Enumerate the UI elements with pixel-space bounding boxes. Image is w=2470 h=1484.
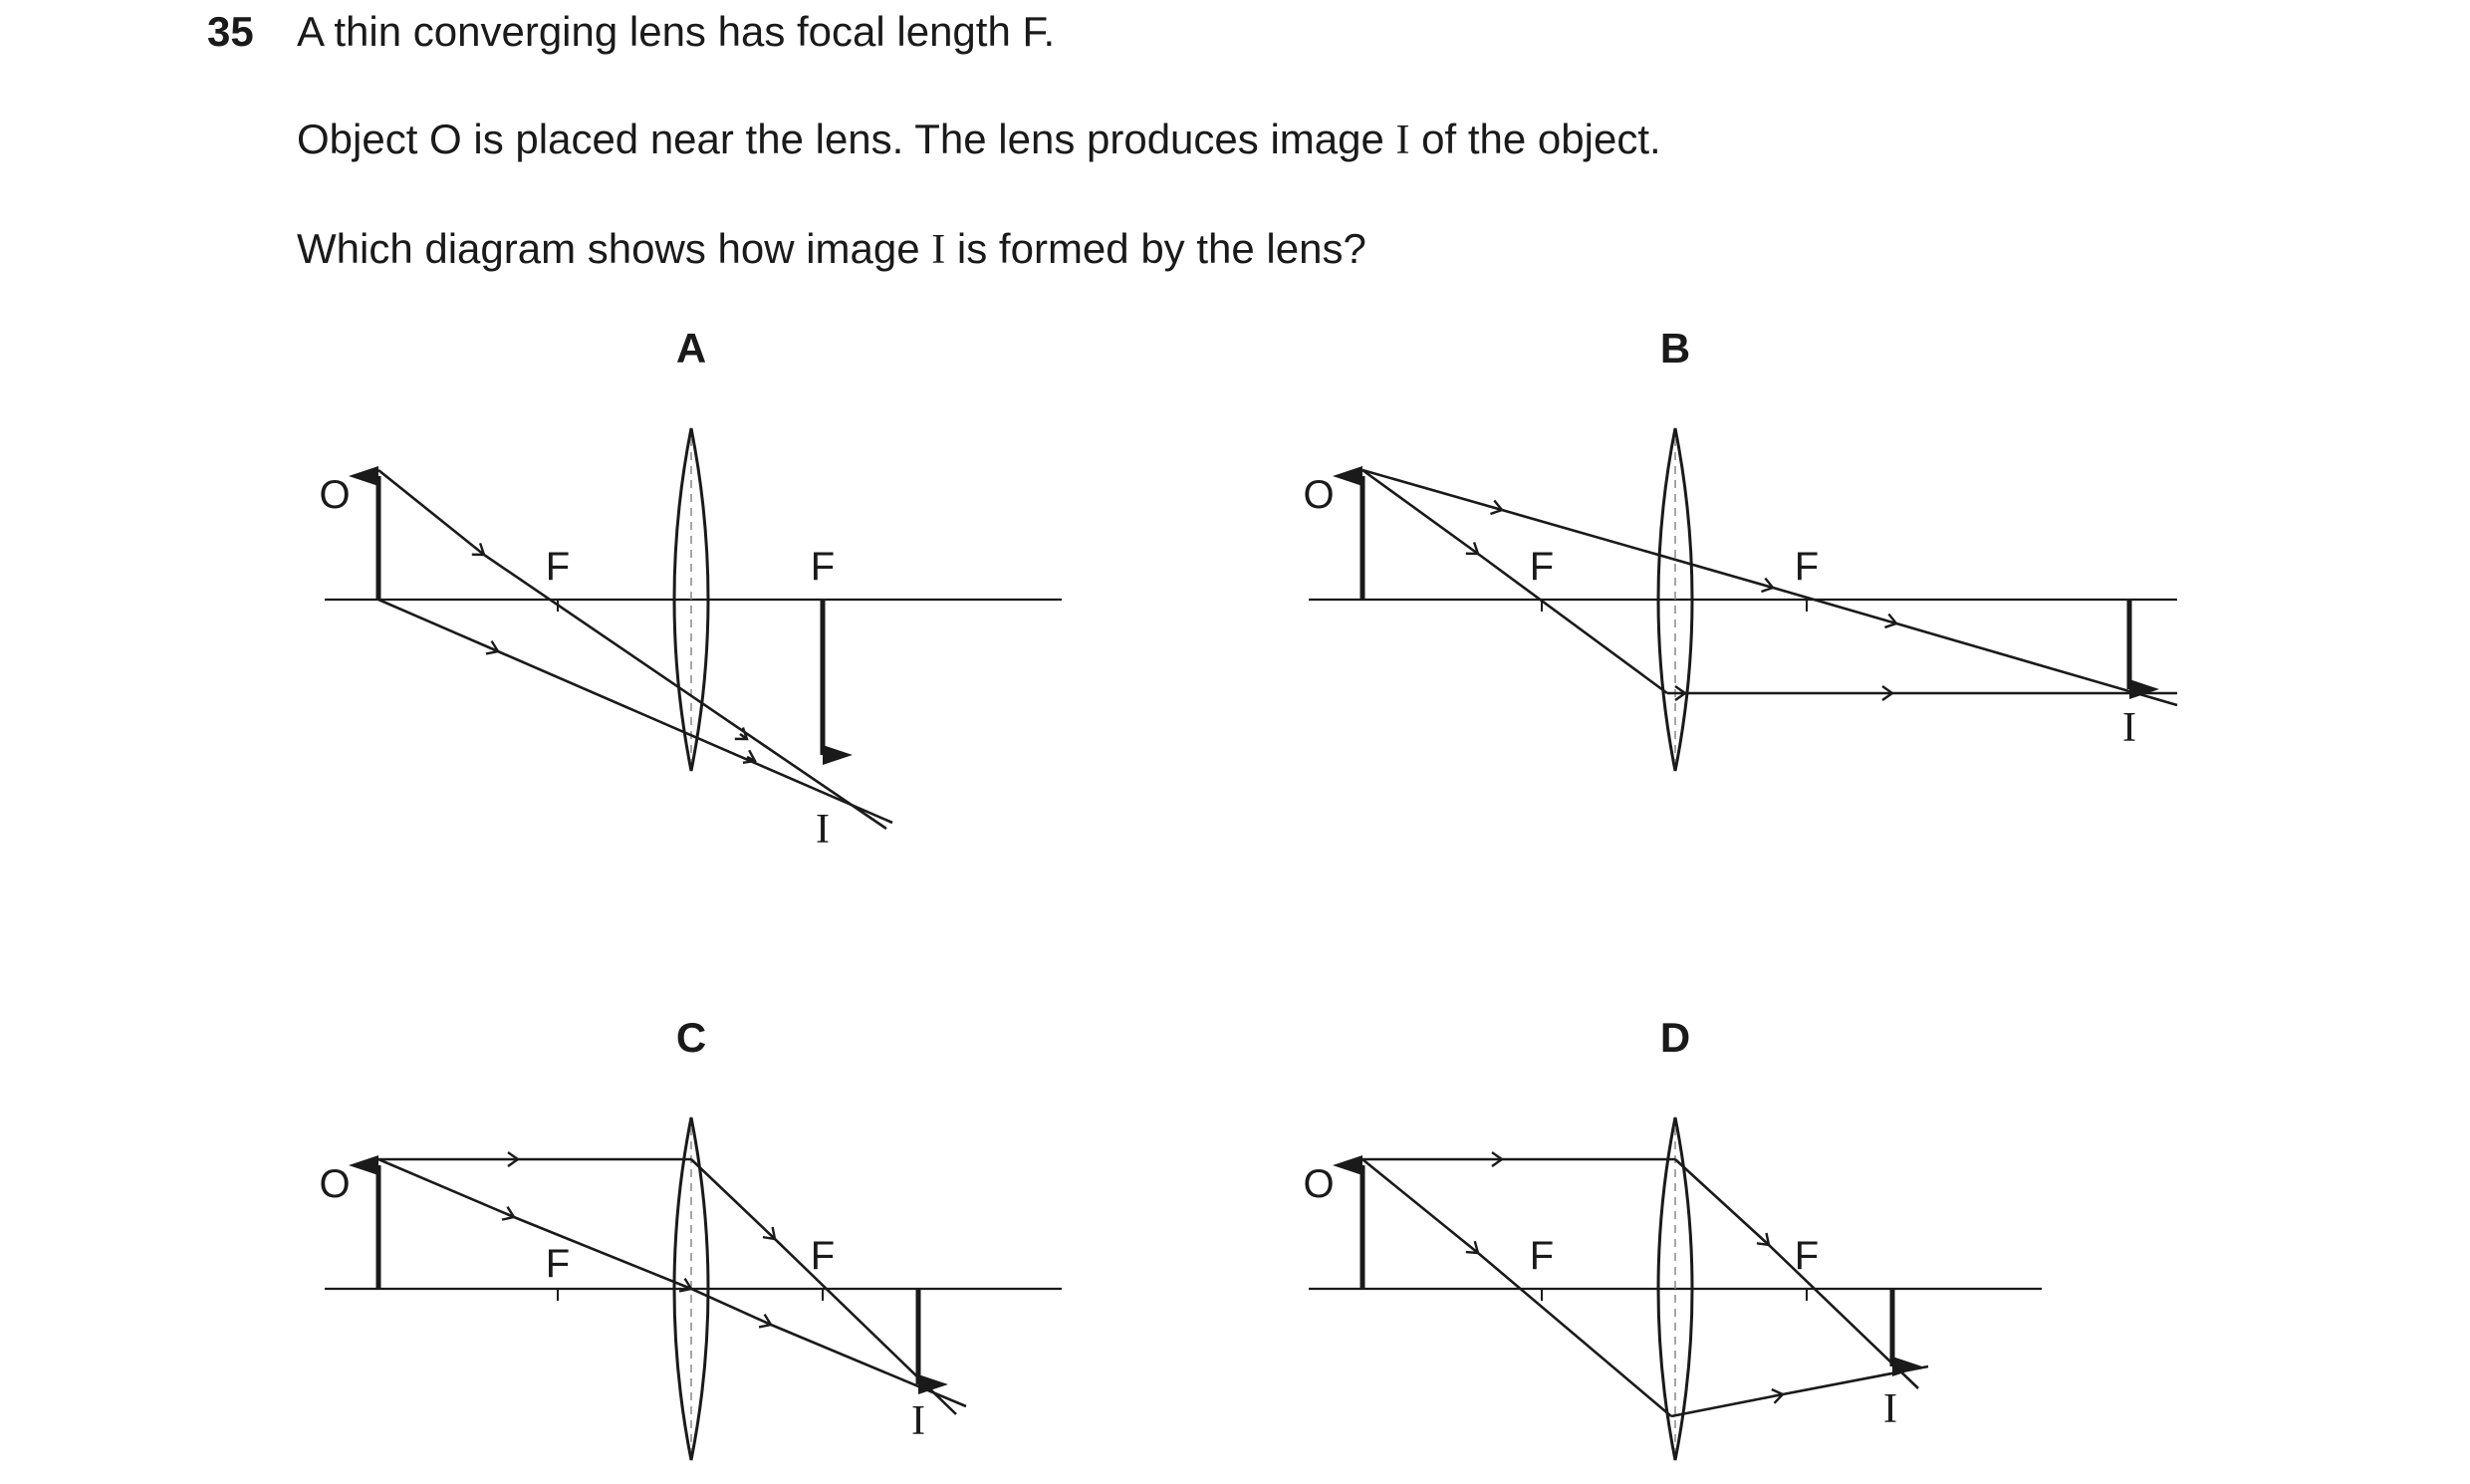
diagram-a[interactable]: [319, 428, 1062, 853]
diagram-d[interactable]: [1303, 1117, 2042, 1460]
focus-label-left: F: [545, 545, 571, 589]
ray-1-refracted: [691, 1159, 956, 1414]
diagram-c[interactable]: [319, 1117, 1062, 1460]
focus-label-right: F: [810, 1234, 836, 1278]
focus-label-left: F: [1529, 1234, 1555, 1278]
focus-label-right: F: [1794, 1234, 1820, 1278]
focus-label-left: F: [545, 1242, 571, 1286]
option-label-d[interactable]: D: [1659, 1014, 1691, 1061]
image-symbol: I: [1395, 118, 1410, 163]
question-line-3-start: Which diagram shows how image: [297, 225, 932, 272]
image-label: I: [816, 807, 830, 853]
focus-label-right: F: [810, 545, 836, 589]
ray-2: [378, 1159, 966, 1406]
focus-label-left: F: [1529, 545, 1555, 589]
question-line-2-end: of the object.: [1409, 116, 1661, 162]
ray-1: [378, 470, 886, 829]
question-line-2-start: Object O is placed near the lens. The lens produces image: [297, 116, 1396, 162]
object-label: O: [319, 1162, 351, 1206]
image-label: I: [2122, 705, 2136, 751]
object-label: O: [1303, 473, 1335, 517]
ray-2: [1362, 470, 1667, 693]
question-number: 35: [207, 8, 254, 55]
object-label: O: [1303, 1162, 1335, 1206]
option-label-a[interactable]: A: [675, 325, 707, 371]
question-line-3-end: is formed by the lens?: [945, 225, 1366, 272]
option-label-c[interactable]: C: [675, 1014, 707, 1061]
diagram-b[interactable]: [1303, 428, 2177, 771]
focus-label-right: F: [1794, 545, 1820, 589]
image-symbol: I: [931, 227, 946, 273]
option-label-b[interactable]: B: [1659, 325, 1691, 371]
image-label: I: [911, 1398, 925, 1444]
image-label: I: [1883, 1386, 1897, 1432]
ray-chevron-right: [740, 734, 747, 739]
object-label: O: [319, 473, 351, 517]
ray-2: [378, 600, 892, 823]
ray-1: [1362, 470, 2177, 705]
question-line-1: A thin converging lens has focal length F.: [297, 8, 1056, 55]
